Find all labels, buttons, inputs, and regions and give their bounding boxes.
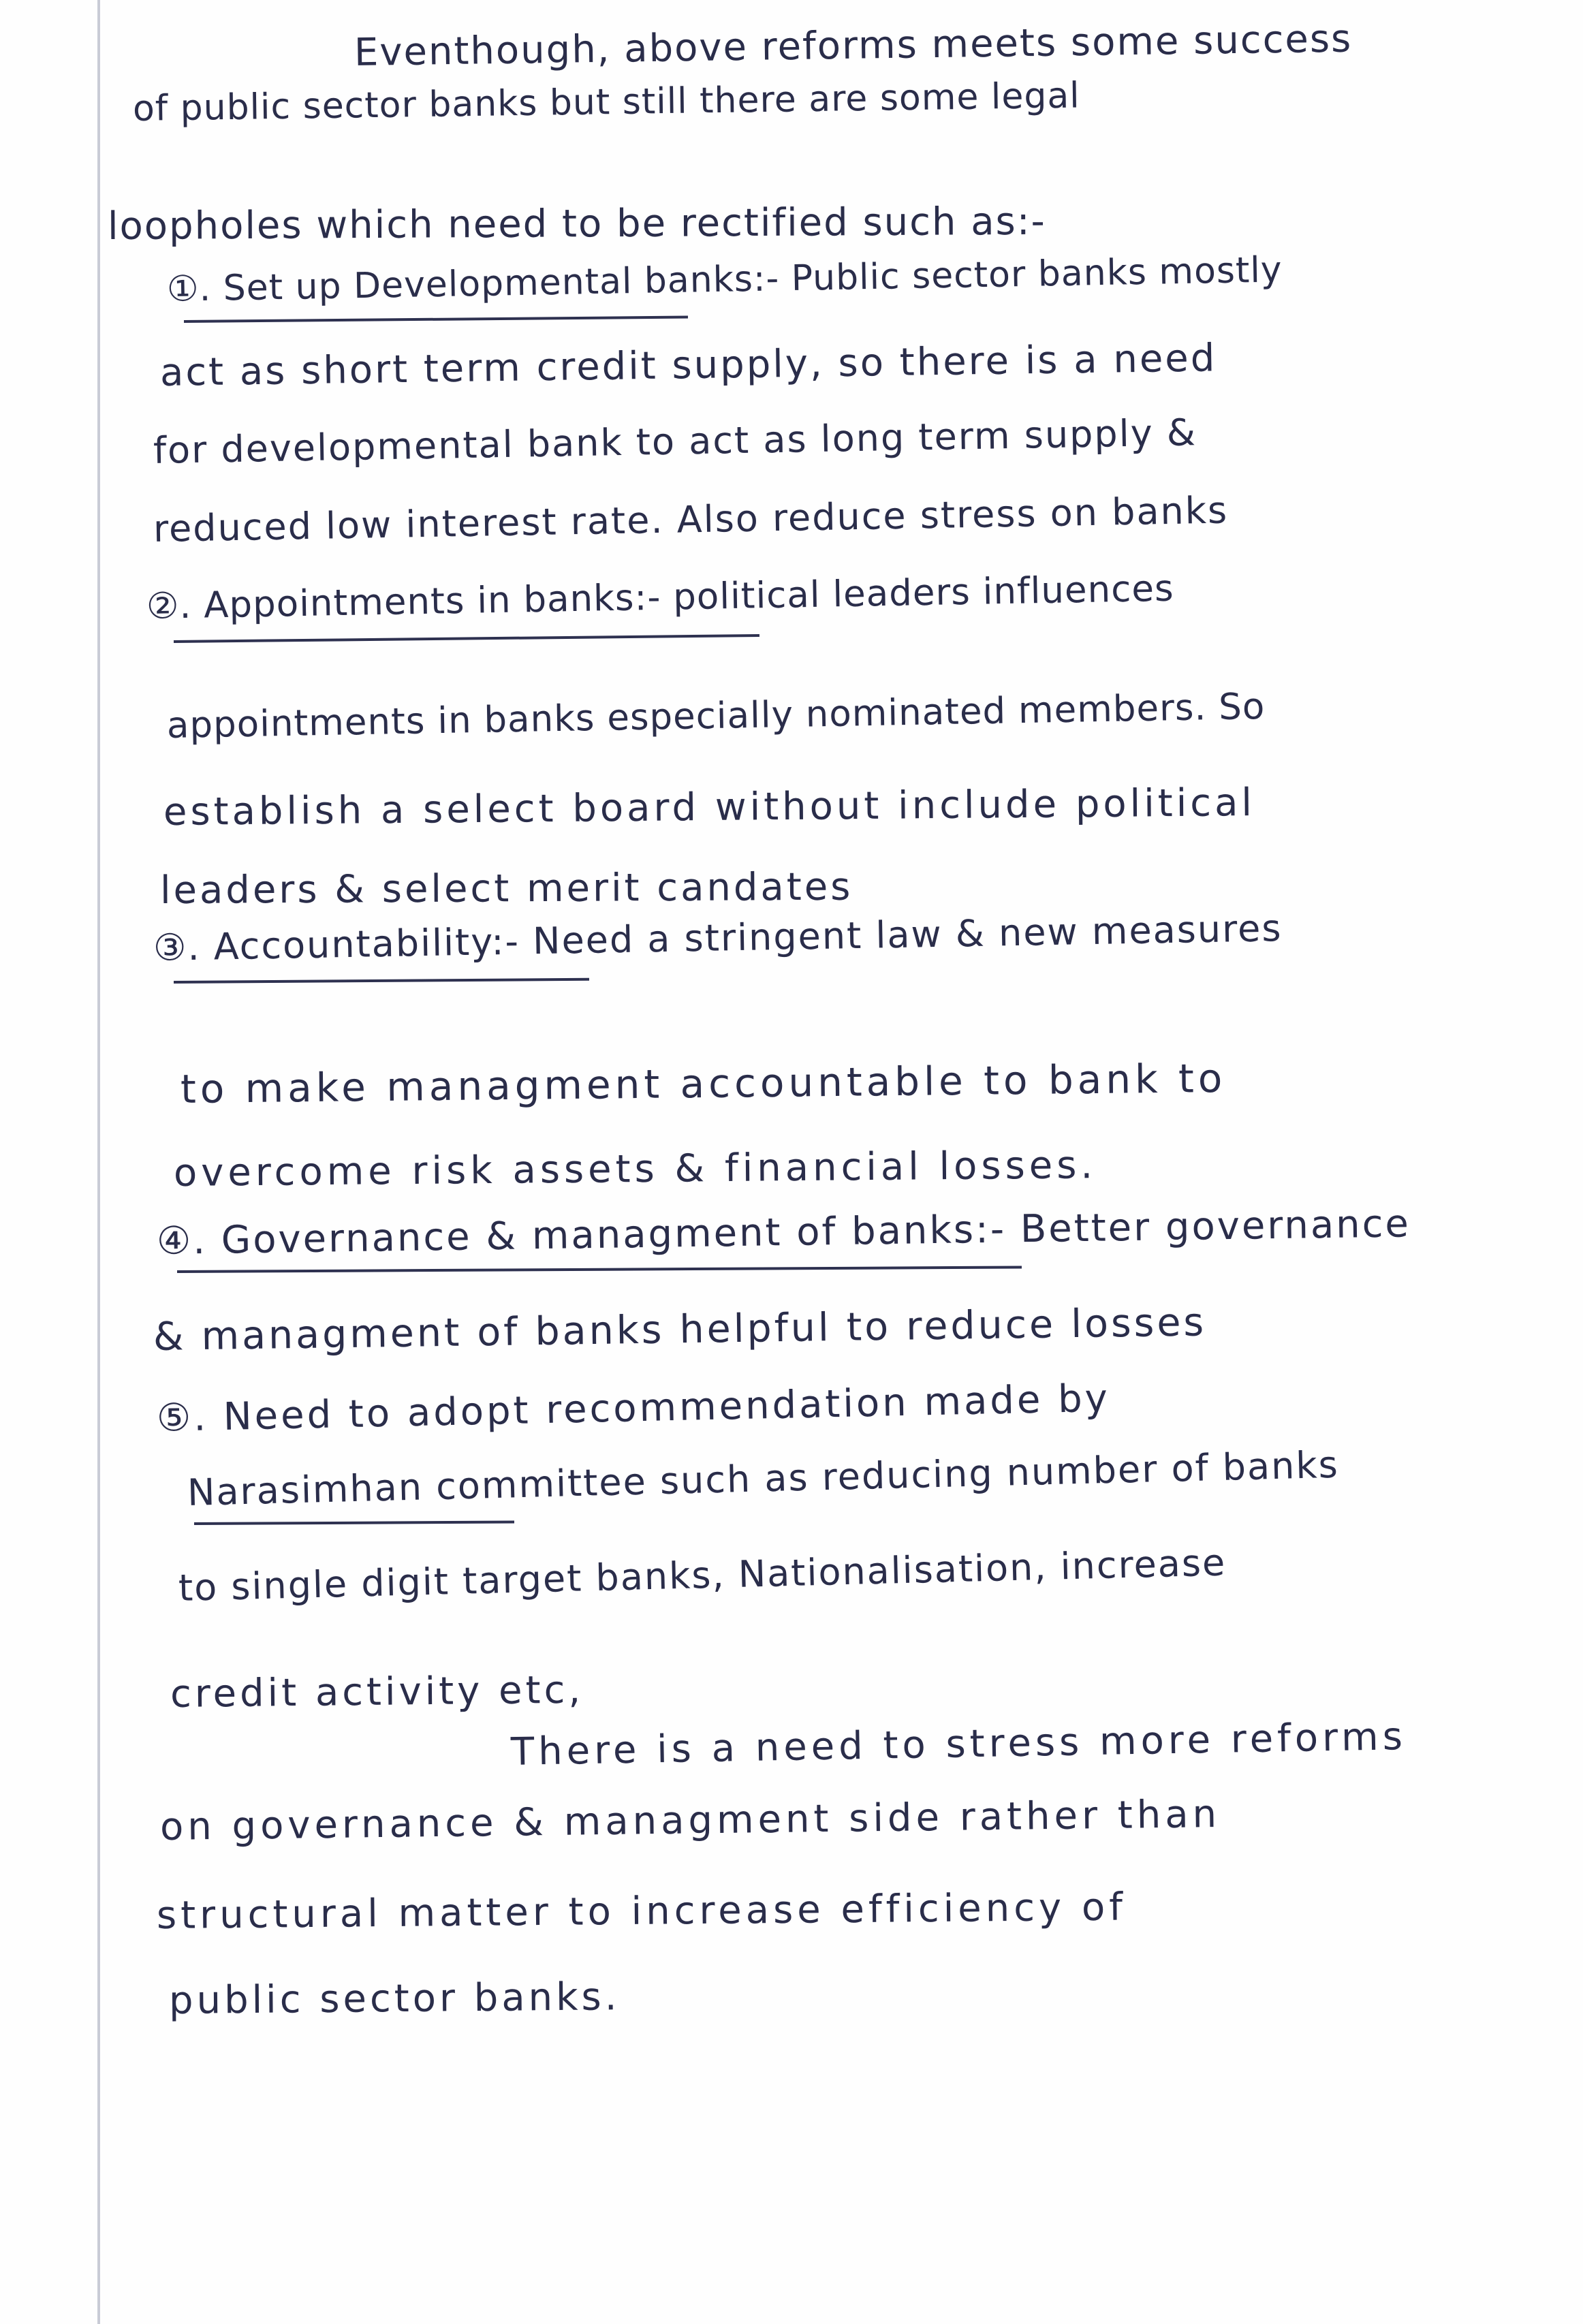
text-line: to single digit target banks, Nationalisation, increase	[178, 1541, 1227, 1609]
text-line: structural matter to increase efficiency of	[156, 1885, 1127, 1938]
text-line: leaders & select merit candates	[159, 864, 853, 913]
text-line: There is a need to stress more reforms	[510, 1714, 1407, 1774]
heading-underline	[177, 1266, 1022, 1273]
text-line: overcome risk assets & financial losses.	[173, 1143, 1097, 1195]
text-line: act as short term credit supply, so there is a need	[159, 336, 1217, 395]
heading-underline	[194, 1521, 514, 1525]
text-line: public sector banks.	[168, 1975, 621, 2023]
text-line: to make managment accountable to bank to	[180, 1054, 1227, 1112]
text-line: appointments in banks especially nominated members. So	[166, 685, 1266, 747]
text-line: for developmental bank to act as long term supply &	[153, 411, 1197, 472]
text-line: Eventhough, above reforms meets some success	[354, 16, 1353, 75]
text-line: reduced low interest rate. Also reduce stress on banks	[153, 488, 1229, 550]
heading-underline	[174, 978, 589, 984]
text-line: ②. Appointments in banks:- political leaders influences	[146, 567, 1175, 627]
text-line: credit activity etc,	[170, 1667, 584, 1716]
text-line: ④. Governance & managment of banks:- Better governance	[156, 1202, 1411, 1263]
margin-line	[97, 0, 100, 2324]
text-line: ⑤. Need to adopt recommendation made by	[156, 1376, 1111, 1441]
text-line: on governance & managment side rather than	[159, 1791, 1221, 1849]
text-line: Narasimhan committee such as reducing number of banks	[187, 1443, 1340, 1514]
text-line: & managment of banks helpful to reduce losses	[153, 1300, 1207, 1360]
heading-underline	[174, 634, 759, 643]
text-line: ①. Set up Developmental banks:- Public sector banks mostly	[166, 249, 1283, 310]
heading-underline	[184, 316, 688, 323]
text-line: ③. Accountability:- Need a stringent law & new measures	[153, 907, 1283, 969]
text-line: of public sector banks but still there are some legal	[132, 75, 1081, 129]
text-line: loopholes which need to be rectified such as:-	[107, 199, 1046, 249]
text-line: establish a select board without include political	[163, 781, 1256, 834]
